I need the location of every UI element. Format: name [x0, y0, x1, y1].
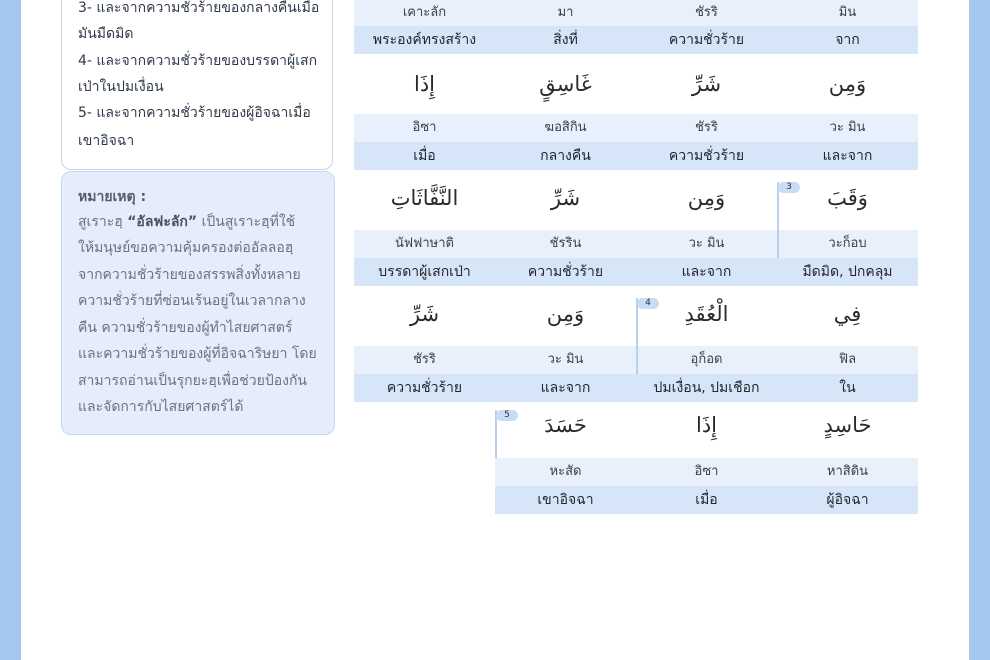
arabic-word: إِذَا	[695, 413, 718, 437]
arabic-word: وَقَبَ	[827, 186, 868, 210]
meaning: ความชั่วร้าย	[354, 374, 495, 402]
transliteration: เคาะลัก	[354, 0, 495, 26]
transliteration: หาสิดิน	[777, 458, 918, 486]
translation-line: 4- และจากความชั่วร้ายของบรรดาผู้เสก	[78, 53, 318, 69]
translation-line: 3- และจากความชั่วร้ายของกลางคืนเมื่อ	[78, 0, 320, 16]
note-text: สูเราะฮฺ	[78, 214, 128, 230]
arabic-word: حَسَدَ	[544, 413, 587, 437]
word-cell	[354, 170, 495, 286]
note-line: ความชั่วร้ายที่ซ่อนเร้นอยู่ในเวลากลาง	[78, 293, 306, 309]
transliteration: ชัรริ	[636, 114, 777, 142]
translation-line: เขาอิจฉา	[78, 133, 135, 149]
note-line: และความชั่วร้ายของผู้ที่อิจฉาริษยา โดย	[78, 346, 317, 362]
transliteration: อิซา	[636, 458, 777, 486]
word-cell	[777, 0, 918, 54]
transliteration: มิน	[777, 0, 918, 26]
meaning: พระองค์ทรงสร้าง	[354, 26, 495, 54]
arabic-word: إِذَا	[413, 72, 436, 96]
transliteration: ฆอสิกิน	[495, 114, 636, 142]
arabic-word: فِي	[833, 302, 862, 326]
word-cell	[495, 170, 636, 286]
translation-line: 5- และจากความชั่วร้ายของผู้อิจฉาเมื่อ	[78, 105, 311, 121]
meaning: ผู้อิจฉา	[777, 486, 918, 514]
verse-number-badge: 4	[637, 298, 659, 309]
meaning: จาก	[777, 26, 918, 54]
translation-line: เป่าในปมเงื่อน	[78, 79, 164, 95]
transliteration: อุก็อด	[636, 346, 777, 374]
arabic-word: غَاسِقٍ	[539, 72, 592, 96]
transliteration: มา	[495, 0, 636, 26]
word-cell	[636, 0, 777, 54]
meaning: ความชั่วร้าย	[636, 142, 777, 170]
meaning: ปมเงื่อน, ปมเชือก	[636, 374, 777, 402]
transliteration: ชัรริ	[636, 0, 777, 26]
word-cell	[777, 402, 918, 514]
word-cell	[636, 402, 777, 514]
note-line: และจัดการกับไสยศาสตร์ได้	[78, 399, 244, 415]
arabic-word: وَمِن	[546, 302, 585, 326]
arabic-word: حَاسِدٍ	[823, 413, 872, 437]
meaning: และจาก	[495, 374, 636, 402]
arabic-word: الْعُقَدِ	[684, 302, 729, 326]
surah-name: “อัลฟะลัก”	[127, 214, 198, 230]
word-cell	[777, 54, 918, 170]
meaning: และจาก	[636, 258, 777, 286]
arabic-word: النَّفَّاثَاتِ	[390, 186, 459, 210]
transliteration: ชัรริ	[354, 346, 495, 374]
note-line: สามารถอ่านเป็นรุกยะฮฺเพื่อช่วยป้องกัน	[78, 373, 308, 389]
arabic-word: وَمِن	[828, 72, 867, 96]
transliteration: ฟิล	[777, 346, 918, 374]
meaning: สิ่งที่	[495, 26, 636, 54]
word-cell	[495, 54, 636, 170]
meaning: มืดมิด, ปกคลุม	[777, 258, 918, 286]
meaning: เมื่อ	[354, 142, 495, 170]
note-title: หมายเหตุ :	[78, 189, 147, 205]
verse-number-badge: 5	[496, 410, 518, 421]
transliteration: วะ มิน	[777, 114, 918, 142]
word-cell	[777, 286, 918, 402]
word-cell	[495, 286, 636, 402]
transliteration: วะก็อบ	[777, 230, 918, 258]
word-cell	[636, 54, 777, 170]
note-line: ให้มนุษย์ขอความคุ้มครองต่ออัลลอฮฺ	[78, 240, 294, 256]
word-cell	[354, 0, 495, 54]
meaning: บรรดาผู้เสกเป่า	[354, 258, 495, 286]
transliteration: อิซา	[354, 114, 495, 142]
transliteration: หะสัด	[495, 458, 636, 486]
meaning: ความชั่วร้าย	[495, 258, 636, 286]
transliteration: วะ มิน	[495, 346, 636, 374]
arabic-word: شَرِّ	[691, 72, 722, 96]
word-cell	[495, 0, 636, 54]
word-cell	[636, 170, 777, 286]
word-cell	[354, 286, 495, 402]
arabic-word: شَرِّ	[409, 302, 440, 326]
arabic-word: شَرِّ	[550, 186, 581, 210]
meaning: เมื่อ	[636, 486, 777, 514]
meaning: กลางคืน	[495, 142, 636, 170]
meaning: และจาก	[777, 142, 918, 170]
note-line: คืน ความชั่วร้ายของผู้ทำไสยศาสตร์	[78, 320, 293, 336]
meaning: ความชั่วร้าย	[636, 26, 777, 54]
word-cell	[354, 54, 495, 170]
verse-separator	[777, 182, 779, 258]
transliteration: วะ มิน	[636, 230, 777, 258]
note-line	[78, 209, 320, 236]
translation-line: มันมืดมิด	[78, 26, 134, 42]
meaning: ใน	[777, 374, 918, 402]
verse-separator	[636, 298, 638, 374]
note-line: จากความชั่วร้ายของสรรพสิ่งทั้งหลาย	[78, 267, 301, 283]
arabic-word: وَمِن	[687, 186, 726, 210]
note-text: เป็นสูเราะฮฺที่ใช้	[197, 214, 296, 230]
meaning: เขาอิจฉา	[495, 486, 636, 514]
transliteration: นัฟฟาษาติ	[354, 230, 495, 258]
transliteration: ชัรริน	[495, 230, 636, 258]
verse-number-badge: 3	[778, 182, 800, 193]
